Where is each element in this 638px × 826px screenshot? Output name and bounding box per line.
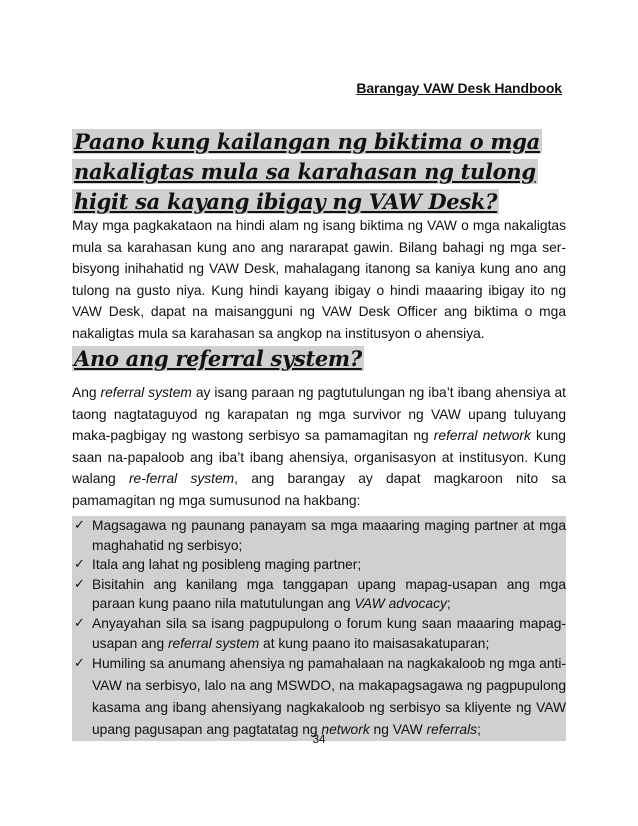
section-heading-text: Ano ang referral system? xyxy=(74,346,362,371)
checklist-item-text: Itala ang lahat ng posibleng maging partner; xyxy=(92,557,362,573)
paragraph-run: Ang xyxy=(72,385,101,400)
section-heading-text: Paano kung kailangan ng biktima o mga nakaligtas mula sa karahasan ng tulong higit sa kayang ibigay ng VAW Desk? xyxy=(74,129,540,214)
section-paragraph-referral xyxy=(72,382,566,511)
section-heading-referral-system xyxy=(72,344,566,374)
paragraph-run: ay isang paraan ng pagtutulungan ng iba’t ibang ahensiya at taong nagtataguyod ng karapatan ng mga survivor ng VAW upang tuluyang maka-pagbigay ng wastong serbisyo sa pamamagitan ng xyxy=(72,385,566,443)
checklist-italic-term: referral system xyxy=(167,635,260,651)
paragraph-italic-term: referral network xyxy=(433,428,531,443)
checklist-item xyxy=(72,555,566,575)
checklist-item xyxy=(72,575,566,614)
page-number: 34 xyxy=(312,734,326,746)
checklist-item-text: Humiling sa anumang ahensiya ng pamahalaan na nagkakaloob ng mga anti-VAW na serbisyo, lalo na ang MSWDO, na makapagsagawa ng pagpupulong kasama ang ibang ahensiyang nagkakaloob ng serbisyo sa kliyente ng VAW upang pagusapan ang pagtatatag ng xyxy=(92,656,566,738)
section-paragraph-intro: May mga pagkakataon na hindi alam ng isang biktima ng VAW o mga nakaligtas mula sa karahasan kung ano ang nararapat gawin. Bilang bahagi ng mga ser-bisyong inihahatid ng VAW Desk, mahalagang itanong sa kaniya kung ano ang tulong na gusto niya. Kung hindi kayang ibigay o hindi maaaring ibigay ito ng VAW Desk, dapat na maisangguni ng VAW Desk Officer ang biktima o mga nakaligtas mula sa karahasan sa angkop na institusyon o ahensiya. xyxy=(72,218,566,341)
checklist-item-text: Magsagawa ng paunang panayam sa mga maaaring maging partner at mga maghahatid ng serbisyo; xyxy=(92,518,566,553)
checklist-italic-term: referrals xyxy=(426,722,478,738)
checkmark-icon: ✓ xyxy=(74,557,85,573)
section-heading-help-beyond-desk xyxy=(72,127,566,217)
checkmark-icon: ✓ xyxy=(74,615,85,631)
checkmark-icon: ✓ xyxy=(74,576,85,592)
checklist-item-text: ; xyxy=(477,722,481,738)
checklist-item-text: Anyayahan sila sa isang pagpupulong o forum kung saan maaaring mapag-usapan ang xyxy=(92,615,566,651)
checkmark-icon: ✓ xyxy=(74,518,85,533)
steps-checklist xyxy=(72,516,566,741)
checklist-item xyxy=(72,614,566,653)
running-header: Barangay VAW Desk Handbook xyxy=(356,80,562,96)
checklist-item xyxy=(72,516,566,555)
paragraph-run: kung saan na-papaloob ang iba’t ibang ahensiya, organisasyon at institusyon. Kung walang xyxy=(72,428,566,486)
checklist-item-text: ng VAW xyxy=(369,722,427,738)
paragraph-italic-term: referral system xyxy=(100,385,192,400)
checklist-italic-term: network xyxy=(321,722,370,738)
checklist-item-text: Bisitahin ang kanilang mga tanggapan upang mapag-usapan ang mga paraan kung paano nila matutulungan ang xyxy=(92,576,566,612)
checklist-item-text: at kung paano ito maisasakatuparan; xyxy=(259,635,490,651)
checklist-italic-term: VAW advocacy xyxy=(354,596,447,612)
checklist-item xyxy=(72,653,566,741)
checklist-item-text: ; xyxy=(446,596,451,612)
checkmark-icon: ✓ xyxy=(74,656,85,672)
paragraph-run: , ang barangay ay dapat magkaroon nito sa pamamagitan ng mga sumusunod na hakbang: xyxy=(72,471,567,508)
paragraph-italic-term: re-ferral system xyxy=(128,471,235,486)
